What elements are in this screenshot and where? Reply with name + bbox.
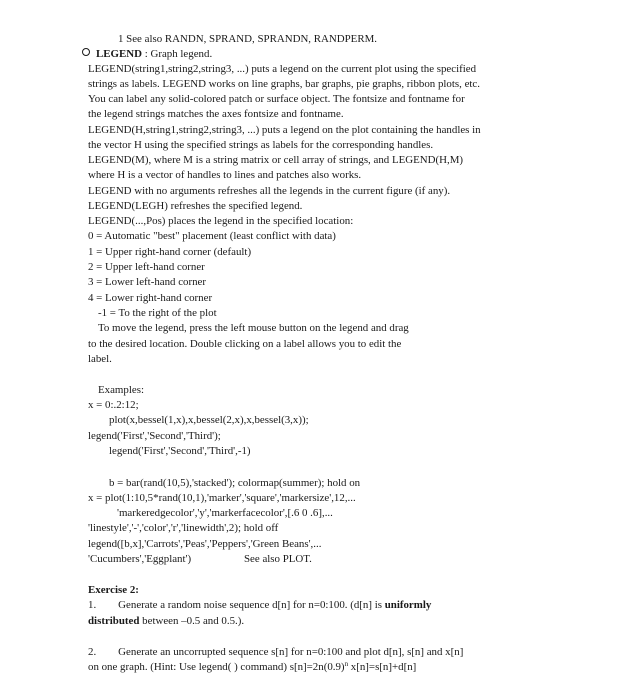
legend-position-line: 3 = Lower left-hand corner	[88, 276, 207, 288]
exercise-item-1-text: Generate a random noise sequence d[n] for n=0:100. (d[n] is	[118, 599, 385, 611]
legend-position-line: 4 = Lower right-hand corner	[88, 292, 213, 304]
bullet-icon	[82, 48, 90, 56]
exercise-item-1-bold: uniformly	[384, 599, 432, 611]
exercise-item-2-text: Generate an uncorrupted sequence s[n] for n=0:100 and plot d[n], s[n] and x[n]	[118, 646, 464, 658]
legend-text-line: You can label any solid-colored patch or surface object. The fontsize and fontname for	[88, 93, 465, 105]
exercise-item-1	[88, 598, 431, 613]
legend-text-line: strings as labels. LEGEND works on line graphs, bar graphs, pie graphs, ribbon plots, etc.	[88, 78, 480, 90]
legend-text-line: the legend strings matches the axes fontsize and fontname.	[88, 108, 344, 120]
legend-section-heading	[82, 47, 212, 62]
legend-text-line: the vector H using the specified strings as labels for the corresponding handles.	[88, 139, 434, 151]
exercise-item-2-sup: n	[344, 660, 349, 668]
example-code-line: legend([b,x],'Carrots','Peas','Peppers','Green Beans',...	[88, 538, 322, 550]
exercise-item-1-text2: between –0.5 and 0.5.).	[139, 615, 245, 627]
legend-text-line: LEGEND(string1,string2,string3, ...) puts a legend on the current plot using the specified	[88, 63, 477, 75]
exercise-item-1-number: 1.	[88, 599, 97, 611]
legend-text-line: to the desired location. Double clicking on a label allows you to edit the	[88, 338, 402, 350]
example-code-line: b = bar(rand(10,5),'stacked'); colormap(summer); hold on	[109, 477, 361, 489]
example-code-line: 'Cucumbers','Eggplant')	[88, 553, 192, 565]
see-also-plot: See also PLOT.	[244, 553, 312, 565]
exercise-item-2-cont	[88, 660, 416, 675]
example-code-line: 'linestyle','-','color','r','linewidth',2); hold off	[88, 522, 279, 534]
examples-heading: Examples:	[98, 384, 144, 396]
see-also-line: 1 See also RANDN, SPRAND, SPRANDN, RANDPERM.	[118, 33, 377, 45]
exercise-item-2-text2b: x[n]=s[n]+d[n]	[348, 661, 417, 673]
exercise-item-2	[88, 645, 463, 660]
legend-text-line: LEGEND(...,Pos) places the legend in the specified location:	[88, 215, 354, 227]
legend-text-line: where H is a vector of handles to lines and patches also works.	[88, 169, 362, 181]
legend-text-line: LEGEND(LEGH) refreshes the specified legend.	[88, 200, 303, 212]
legend-position-line: 1 = Upper right-hand corner (default)	[88, 246, 252, 258]
legend-position-line: 0 = Automatic "best" placement (least conflict with data)	[88, 230, 336, 242]
example-code-line: plot(x,bessel(1,x),x,bessel(2,x),x,bessel(3,x));	[109, 414, 309, 426]
legend-title-rest: : Graph legend.	[142, 48, 213, 60]
legend-position-line: -1 = To the right of the plot	[98, 307, 217, 319]
exercise-heading: Exercise 2:	[88, 584, 139, 596]
legend-text-line: label.	[88, 353, 112, 365]
example-code-line: x = 0:.2:12;	[88, 399, 139, 411]
legend-text-line: To move the legend, press the left mouse button on the legend and drag	[98, 322, 409, 334]
exercise-item-1-cont	[88, 614, 244, 629]
example-code-line: 'markeredgecolor','y','markerfacecolor',[.6 0 .6],...	[117, 507, 333, 519]
legend-text-line: LEGEND(H,string1,string2,string3, ...) puts a legend on the plot containing the handles in	[88, 124, 481, 136]
legend-text-line: LEGEND(M), where M is a string matrix or cell array of strings, and LEGEND(H,M)	[88, 154, 464, 166]
legend-title: LEGEND	[96, 48, 142, 60]
legend-position-line: 2 = Upper left-hand corner	[88, 261, 205, 273]
example-code-line: legend('First','Second','Third');	[88, 430, 221, 442]
exercise-item-2-number: 2.	[88, 646, 97, 658]
exercise-item-2-text2a: on one graph. (Hint: Use legend( ) command) s[n]=2n(0.9)	[88, 661, 345, 673]
example-code-line: x = plot(1:10,5*rand(10,1),'marker','square','markersize',12,...	[88, 492, 356, 504]
exercise-item-1-bold2: distributed	[88, 615, 140, 627]
legend-text-line: LEGEND with no arguments refreshes all the legends in the current figure (if any).	[88, 185, 451, 197]
example-code-line: legend('First','Second','Third',-1)	[109, 445, 251, 457]
